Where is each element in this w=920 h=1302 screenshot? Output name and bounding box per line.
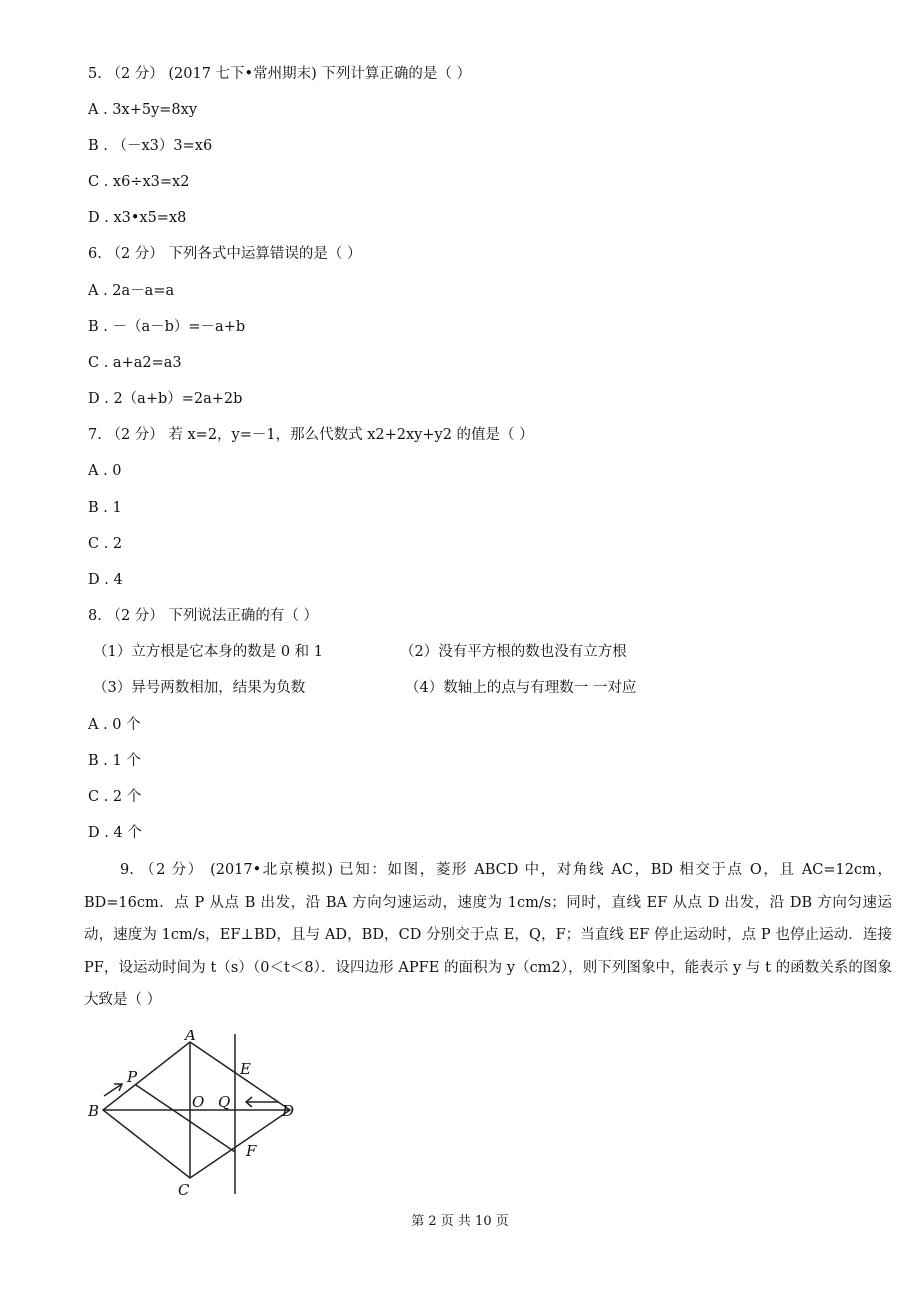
label-f: F [246, 1142, 257, 1160]
q5-option-b: B . （－x3）3=x6 [88, 138, 213, 154]
q8-statement-1: （1）立方根是它本身的数是 0 和 1 [93, 644, 324, 660]
q8-statement-3: （3）异号两数相加，结果为负数 [93, 680, 306, 696]
q8-option-b: B . 1 个 [88, 753, 141, 769]
q6-header: 6. （2 分） 下列各式中运算错误的是（ ） [88, 246, 362, 262]
q5-option-d: D . x3•x5=x8 [88, 210, 187, 226]
q5-option-a: A . 3x+5y=8xy [88, 102, 198, 118]
q7-option-b: B . 1 [88, 500, 122, 516]
q7-option-d: D . 4 [88, 572, 123, 588]
q8-option-a: A . 0 个 [88, 717, 141, 733]
label-q: Q [218, 1093, 231, 1111]
q7-header: 7. （2 分） 若 x=2，y=－1，那么代数式 x2+2xy+y2 的值是（ ） [88, 427, 534, 443]
label-o: O [192, 1093, 205, 1111]
q5-header: 5. （2 分） (2017 七下•常州期末) 下列计算正确的是（ ） [88, 66, 471, 82]
q8-header: 8. （2 分） 下列说法正确的有（ ） [88, 608, 318, 624]
label-c: C [178, 1181, 190, 1199]
q6-option-c: C . a+a2=a3 [88, 355, 182, 371]
q8-option-c: C . 2 个 [88, 789, 142, 805]
label-e: E [240, 1060, 251, 1078]
rhombus-figure [82, 1030, 312, 1202]
q6-option-b: B . －（a－b）=－a+b [88, 319, 246, 335]
q5-option-c: C . x6÷x3=x2 [88, 174, 190, 190]
q7-option-a: A . 0 [88, 463, 122, 479]
q8-option-d: D . 4 个 [88, 825, 142, 841]
q8-statement-2: （2）没有平方根的数也没有立方根 [400, 644, 627, 660]
page-footer: 第 2 页 共 10 页 [411, 1214, 509, 1229]
q6-option-d: D . 2（a+b）=2a+2b [88, 391, 243, 407]
q8-statement-4: （4）数轴上的点与有理数一 一对应 [405, 680, 637, 696]
label-a: A [185, 1030, 196, 1044]
label-b: B [88, 1102, 100, 1120]
label-d: D [282, 1102, 295, 1120]
q6-option-a: A . 2a－a=a [88, 283, 175, 299]
q9-text: 9. （2 分） (2017•北京模拟) 已知：如图，菱形 ABCD 中，对角线 AC，BD 相交于点 O，且 AC=12cm，BD=16cm．点 P 从点 B 出发，沿 BA 方向匀速运动，速度为 1cm/s；同时，直线 EF 从点 D 出发，沿 DB 方向匀速运动，速度为 1cm/s，EF⊥BD，且与 AD，BD，CD 分别交于点 E，Q，F；当直线 EF 停止运动时，点 P 也停止运动．连接 PF，设运动时间为 t（s）（0＜t＜8）．设四边形 APFE 的面积为 y（cm2），则下列图象中，能表示 y 与 t 的函数关系的图象大致是（ ） [84, 862, 892, 1008]
label-p: P [127, 1068, 138, 1086]
q7-option-c: C . 2 [88, 536, 123, 552]
